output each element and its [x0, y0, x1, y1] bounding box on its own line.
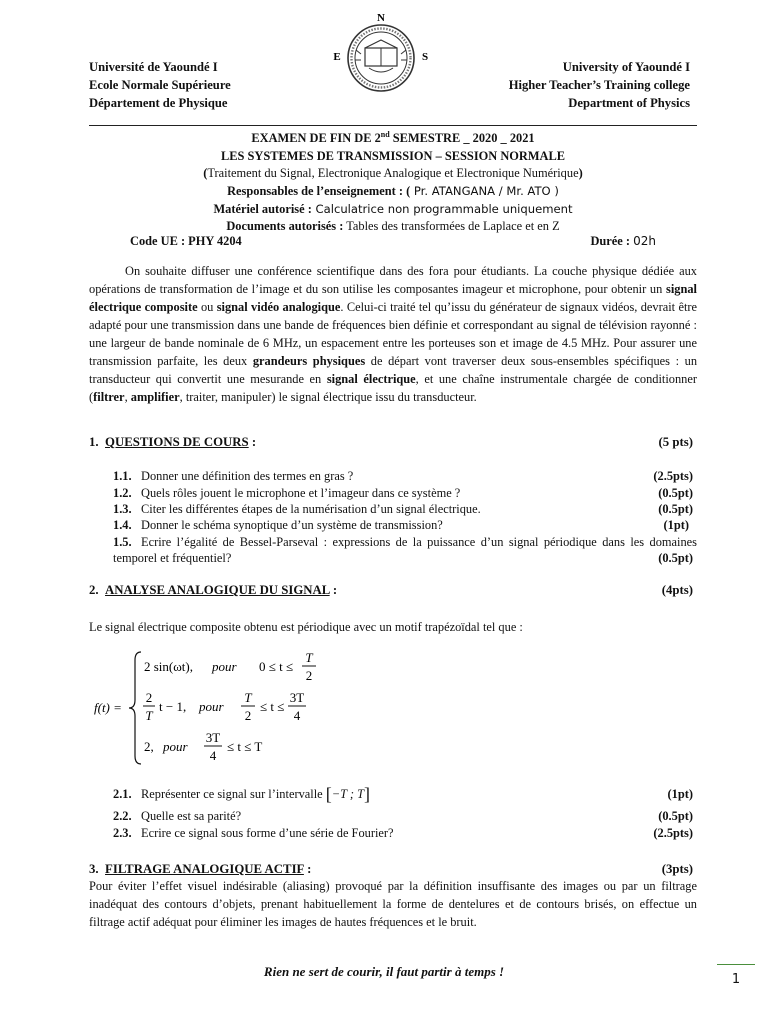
question-1-4: 1.4. Donner le schéma synoptique d’un système de transmission? (1pt): [113, 518, 689, 532]
school-name-en: Higher Teacher’s Training college: [508, 78, 690, 92]
exam-duration: Durée : 02h: [590, 234, 656, 248]
question-1-3: 1.3. Citer les différentes étapes de la numérisation d’un signal électrique. (0.5pt): [113, 502, 693, 516]
formula-case2-den: T: [145, 708, 153, 723]
page-number: 1: [717, 964, 755, 999]
formula-case1-num: T: [305, 650, 313, 665]
question-1-2: 1.2. Quels rôles jouent le microphone et l’imageur dans ce système ? (0.5pt): [113, 486, 693, 500]
question-2-2: 2.2. Quelle est sa parité? (0.5pt): [113, 809, 693, 823]
formula-case1-pour: pour: [212, 659, 237, 674]
formula-case3-rest: ≤ t ≤ T: [227, 739, 263, 754]
logo-letter-n: N: [377, 12, 385, 24]
formula-case3-num: 3T: [205, 730, 221, 745]
department-name-fr: Département de Physique: [89, 96, 228, 110]
header-left-institution: [89, 58, 231, 112]
formula-lhs: f(t) =: [94, 700, 122, 715]
section-3-points: (3pts): [661, 862, 693, 876]
formula-case3-pour: pour: [163, 739, 188, 754]
ens-logo: [325, 10, 437, 98]
formula-case1-cond: 0 ≤ t ≤: [259, 659, 294, 674]
formula-case2-num: 2: [145, 690, 153, 705]
exam-subtitle: LES SYSTEMES DE TRANSMISSION – SESSION NORMALE: [220, 148, 566, 163]
formula-brace: [129, 652, 141, 764]
section-3-heading: 3. FILTRAGE ANALOGIQUE ACTIF : (3pts): [89, 862, 693, 876]
intro-paragraph: On souhaite diffuser une conférence scientifique dans des fora pour étudiants. La couche physique dédiée aux opérations de transformation de l’image et du son utilise les composantes imageur et microphone, pour obtenir un signal électrique composite ou signal vidéo analogique. Celui-ci traité tel qu’issu du générateur de signaux vidéos, devrait être adapté pour une transmission dans une bande de fréquences bien définie et correspondant au signal de télévision rayonné : une largeur de bande nominale de 6 MHz, un espacement entre les porteuses son et image de 4.5 MHz. Pour assurer une transmission parfaite, les deux grandeurs physiques de départ vont traverser deux sous-ensembles spécifiques : un transducteur qui convertit une mesurande en signal électrique, et une chaîne instrumentale chargée de conditionner (filtrer, amplifier, traiter, manipuler) le signal électrique issu du transducteur.: [89, 264, 698, 404]
university-name-fr: Université de Yaoundé I: [89, 60, 218, 74]
piecewise-formula: [89, 648, 349, 766]
section-2-intro: Le signal électrique composite obtenu est périodique avec un motif trapézoïdal tel que :: [89, 620, 523, 634]
exam-topics: (Traitement du Signal, Electronique Analogique et Electronique Numérique): [203, 166, 583, 181]
logo-letter-e: E: [333, 51, 341, 63]
school-name-fr: Ecole Normale Supérieure: [89, 78, 231, 92]
formula-case2-pour: pour: [199, 699, 224, 714]
department-name-en: Department of Physics: [568, 96, 690, 110]
formula-case2-right-den: 4: [293, 708, 301, 723]
question-1-5: 1.5. Ecrire l’égalité de Bessel-Parseval : expressions de la puissance d’un signal périodique dans les domaines temporel et fréquentiel? (0.5pt): [113, 535, 697, 565]
formula-case2-right-num: 3T: [289, 690, 305, 705]
exam-title-block: [89, 126, 697, 236]
exam-materiel: Matériel autorisé : Calculatrice non programmable uniquement: [213, 201, 573, 216]
section-3-text: Pour éviter l’effet visuel indésirable (aliasing) provoqué par la définition insuffisante des images ou par un filtrage inadéquat des contours d’objets, prenant habituellement la forme de dentelures et de contours brisés, on effectue un filtrage actif adéquat pour éliminer les images de hautes fréquences et le bruit.: [89, 879, 697, 929]
formula-case1-expr: 2 sin(ωt),: [144, 659, 193, 674]
formula-case2-mid: ≤ t ≤: [260, 699, 285, 714]
formula-case2-rest: t − 1,: [159, 699, 187, 714]
question-2-1: 2.1. Représenter ce signal sur l’intervalle [−T ; T] (1pt): [113, 784, 693, 804]
exam-code: Code UE : PHY 4204: [130, 234, 242, 248]
formula-case2-left-num: T: [244, 690, 252, 705]
header-right-institution: [509, 58, 690, 112]
section-1-points: (5 pts): [658, 435, 693, 449]
section-2-points: (4pts): [661, 583, 693, 597]
section-1-heading: 1. QUESTIONS DE COURS : (5 pts): [89, 435, 693, 449]
logo-letter-s: S: [421, 51, 429, 63]
footer-motto: Rien ne sert de courir, il faut partir à temps !: [263, 964, 505, 979]
exam-responsables: Responsables de l’enseignement : ( Pr. ATANGANA / Mr. ATO ): [227, 183, 559, 198]
exam-documents: Documents autorisés : Tables des transformées de Laplace et en Z: [226, 219, 560, 234]
university-name-en: University of Yaoundé I: [562, 60, 690, 74]
formula-case3-den: 4: [209, 748, 217, 763]
question-2-3: 2.3. Ecrire ce signal sous forme d’une série de Fourier? (2.5pts): [113, 826, 693, 840]
question-1-1: 1.1. Donner une définition des termes en gras ? (2.5pts): [113, 469, 693, 483]
section-2-heading: 2. ANALYSE ANALOGIQUE DU SIGNAL : (4pts): [89, 583, 693, 597]
formula-case2-left-den: 2: [244, 708, 252, 723]
formula-case3-expr: 2,: [144, 739, 154, 754]
formula-case1-den: 2: [305, 668, 313, 683]
exam-title: EXAMEN DE FIN DE 2nd SEMESTRE _ 2020 _ 2021: [251, 130, 535, 146]
exam-code-duration: [130, 234, 656, 249]
